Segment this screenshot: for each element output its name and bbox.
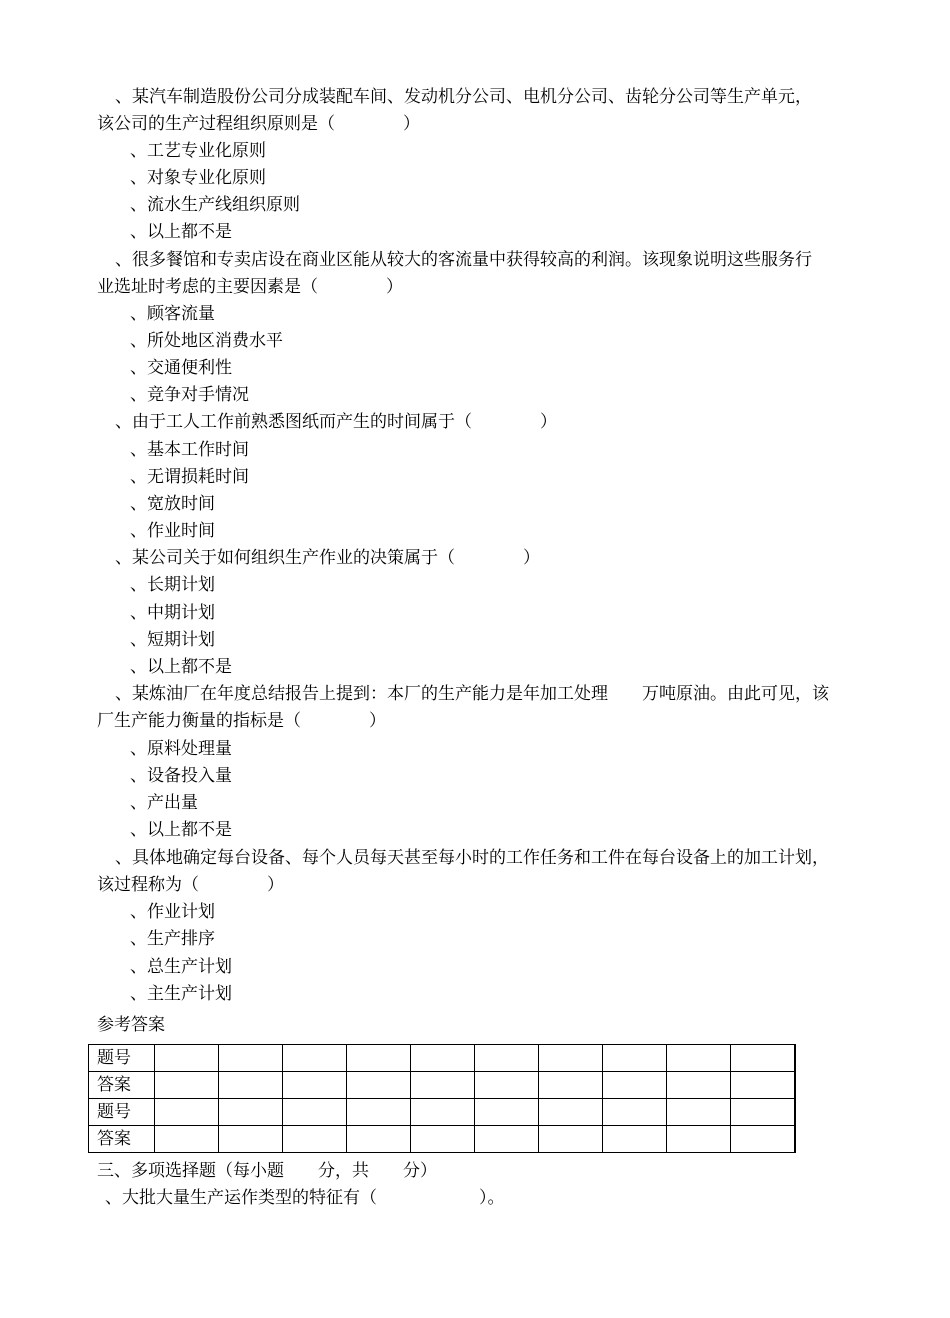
question-1-option-d: 、以上都不是: [130, 222, 232, 242]
table-cell: [411, 1045, 475, 1072]
question-5-stem-line-1: 、某炼油厂在年度总结报告上提到：本厂的生产能力是年加工处理 万吨原油。由此可见，该: [115, 684, 829, 704]
table-row: [89, 1099, 795, 1126]
table-cell: [667, 1072, 731, 1099]
question-3-option-d: 、作业时间: [130, 521, 215, 541]
question-4-stem-line-1: 、某公司关于如何组织生产作业的决策属于（ ）: [115, 548, 540, 568]
table-cell: [155, 1072, 219, 1099]
table-cell: [539, 1072, 603, 1099]
table-row: [89, 1045, 795, 1072]
question-1-option-c: 、流水生产线组织原则: [130, 195, 300, 215]
question-3-option-a: 、基本工作时间: [130, 440, 249, 460]
question-6-stem-line-1: 、具体地确定每台设备、每个人员每天甚至每小时的工作任务和工件在每台设备上的加工计划，: [115, 848, 829, 868]
table-row: [89, 1072, 795, 1099]
table-cell: [219, 1045, 283, 1072]
table-cell: [155, 1126, 219, 1153]
table-row: [89, 1126, 795, 1153]
table-cell: [539, 1045, 603, 1072]
question-3-option-b: 、无谓损耗时间: [130, 467, 249, 487]
question-5-stem-line-2: 厂生产能力衡量的指标是（ ）: [97, 711, 386, 731]
question-1-option-b: 、对象专业化原则: [130, 168, 266, 188]
answer-table: [88, 1044, 796, 1153]
question-4-option-b: 、中期计划: [130, 603, 215, 623]
row-header: 题号: [89, 1099, 155, 1126]
table-cell: [347, 1099, 411, 1126]
table-cell: [539, 1126, 603, 1153]
table-cell: [155, 1099, 219, 1126]
table-cell: [347, 1072, 411, 1099]
question-5-option-a: 、原料处理量: [130, 739, 232, 759]
table-cell: [731, 1126, 795, 1153]
question-2-stem-line-1: 、很多餐馆和专卖店设在商业区能从较大的客流量中获得较高的利润。该现象说明这些服务行: [115, 250, 812, 270]
row-header: 答案: [89, 1072, 155, 1099]
question-6-stem-line-2: 该过程称为（ ）: [97, 875, 284, 895]
question-2-option-a: 、顾客流量: [130, 304, 215, 324]
table-cell: [283, 1099, 347, 1126]
question-6-option-b: 、生产排序: [130, 929, 215, 949]
question-4-option-c: 、短期计划: [130, 630, 215, 650]
answer-section-title: 参考答案: [97, 1015, 165, 1035]
question-2-option-d: 、竞争对手情况: [130, 385, 249, 405]
question-2-option-b: 、所处地区消费水平: [130, 331, 283, 351]
table-cell: [603, 1126, 667, 1153]
question-2-option-c: 、交通便利性: [130, 358, 232, 378]
table-cell: [219, 1126, 283, 1153]
table-cell: [475, 1099, 539, 1126]
question-6-option-c: 、总生产计划: [130, 957, 232, 977]
question-6-option-a: 、作业计划: [130, 902, 215, 922]
table-cell: [475, 1072, 539, 1099]
table-cell: [411, 1126, 475, 1153]
section-3-question-1: 、大批大量生产运作类型的特征有（ ）。: [105, 1188, 505, 1208]
table-cell: [667, 1126, 731, 1153]
table-cell: [283, 1126, 347, 1153]
question-5-option-c: 、产出量: [130, 793, 198, 813]
table-cell: [667, 1099, 731, 1126]
table-cell: [283, 1072, 347, 1099]
question-1-stem-line-1: 、某汽车制造股份公司分成装配车间、发动机分公司、电机分公司、齿轮分公司等生产单元，: [115, 87, 812, 107]
question-4-option-a: 、长期计划: [130, 575, 215, 595]
row-header: 答案: [89, 1126, 155, 1153]
question-5-option-d: 、以上都不是: [130, 820, 232, 840]
question-6-option-d: 、主生产计划: [130, 984, 232, 1004]
table-cell: [603, 1045, 667, 1072]
table-cell: [347, 1045, 411, 1072]
question-3-stem-line-1: 、由于工人工作前熟悉图纸而产生的时间属于（ ）: [115, 412, 557, 432]
table-cell: [667, 1045, 731, 1072]
question-1-stem-line-2: 该公司的生产过程组织原则是（ ）: [97, 114, 420, 134]
table-cell: [731, 1072, 795, 1099]
table-cell: [731, 1045, 795, 1072]
question-1-option-a: 、工艺专业化原则: [130, 141, 266, 161]
table-cell: [411, 1099, 475, 1126]
table-cell: [603, 1072, 667, 1099]
table-cell: [539, 1099, 603, 1126]
question-3-option-c: 、宽放时间: [130, 494, 215, 514]
row-header: 题号: [89, 1045, 155, 1072]
question-2-stem-line-2: 业选址时考虑的主要因素是（ ）: [97, 277, 403, 297]
table-cell: [475, 1045, 539, 1072]
section-3-heading: 三、多项选择题（每小题 分，共 分）: [97, 1161, 437, 1181]
table-cell: [219, 1072, 283, 1099]
table-cell: [603, 1099, 667, 1126]
question-5-option-b: 、设备投入量: [130, 766, 232, 786]
table-cell: [411, 1072, 475, 1099]
table-cell: [155, 1045, 219, 1072]
table-cell: [283, 1045, 347, 1072]
table-cell: [731, 1099, 795, 1126]
table-cell: [347, 1126, 411, 1153]
table-cell: [475, 1126, 539, 1153]
table-cell: [219, 1099, 283, 1126]
question-4-option-d: 、以上都不是: [130, 657, 232, 677]
